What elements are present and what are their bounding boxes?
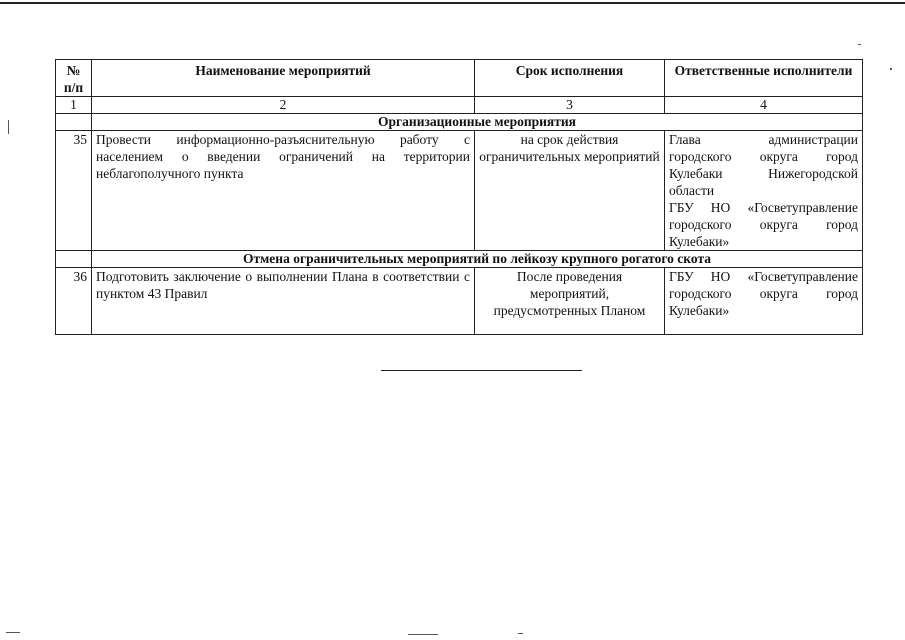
section-title-organizational: Организационные мероприятия	[92, 114, 863, 131]
section-num-empty	[56, 251, 92, 268]
row-term: После проведения мероприятий, предусмотренных Планом	[475, 268, 665, 335]
row-responsible	[665, 131, 863, 251]
table-row-35	[56, 131, 863, 251]
responsible-vet-department: ГБУ НО «Госветуправление городского округа город Кулебаки»	[669, 200, 858, 249]
column-number: 1	[56, 97, 92, 114]
scan-mark-left	[8, 120, 9, 134]
row-responsible: ГБУ НО «Госветуправление городского округа город Кулебаки»	[665, 268, 863, 335]
row-term: на срок действия ограничительных мероприятий	[475, 131, 665, 251]
responsible-administration: Глава администрации городского округа город Кулебаки Нижегородской области	[669, 132, 858, 198]
column-number: 3	[475, 97, 665, 114]
scan-mark-right-2	[890, 68, 892, 70]
column-number: 4	[665, 97, 863, 114]
table-row-36	[56, 268, 863, 335]
table-header-row	[56, 60, 863, 97]
scan-top-edge	[0, 2, 905, 4]
scan-mark-bottom-center	[408, 634, 438, 635]
row-number: 35	[56, 131, 92, 251]
column-number-row	[56, 97, 863, 114]
row-number: 36	[56, 268, 92, 335]
column-number: 2	[92, 97, 475, 114]
section-title-cancellation: Отмена ограничительных мероприятий по лейкозу крупного рогатого скота	[92, 251, 863, 268]
plan-table	[55, 59, 863, 335]
scan-mark-bottom-left	[6, 632, 20, 633]
section-num-empty	[56, 114, 92, 131]
section-row-organizational	[56, 114, 863, 131]
scan-mark-bottom-mid	[518, 633, 523, 634]
header-name: Наименование мероприятий	[92, 60, 475, 97]
document-end-line	[381, 370, 582, 371]
row-activity-name: Подготовить заключение о выполнении Плана в соответствии с пунктом 43 Правил	[92, 268, 475, 335]
header-num: № п/п	[56, 60, 92, 97]
row-activity-name: Провести информационно-разъяснительную работу с населением о введении ограничений на территории неблагополучного пункта	[92, 131, 475, 251]
scan-mark-right-1	[858, 44, 861, 45]
header-term: Срок исполнения	[475, 60, 665, 97]
section-row-cancellation	[56, 251, 863, 268]
header-responsible: Ответственные исполнители	[665, 60, 863, 97]
